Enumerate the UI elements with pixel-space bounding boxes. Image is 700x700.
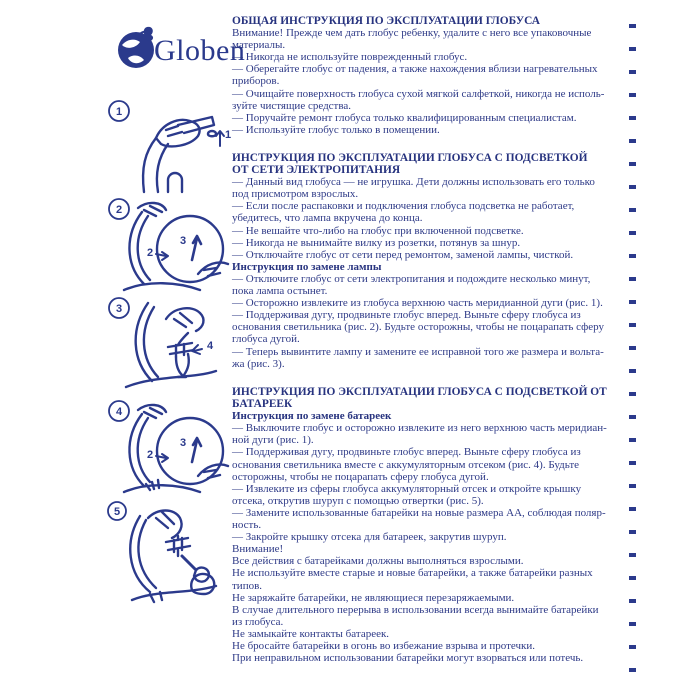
figure-4-number: 4	[115, 406, 123, 418]
text-line: ной дуги (рис. 1).	[232, 434, 314, 447]
text-line: Не замыкайте контакты батареек.	[232, 627, 390, 640]
figure-5-open-battery-box-screwdriver	[104, 498, 234, 613]
text-line: — Никогда не вынимайте вилку из розетки, потянув за шнур.	[232, 236, 521, 249]
text-line: Не используйте вместе старые и новые батарейки, а также батарейки разных	[232, 567, 593, 580]
edge-perforation-marks	[629, 24, 636, 684]
text-line: пока лампа остынет.	[232, 285, 328, 298]
text-line: типов.	[232, 579, 263, 592]
text-line: — Закройте крышку отсека для батареек, закрутив шуруп.	[232, 531, 507, 544]
text-line: — Осторожно извлеките из глобуса верхнюю часть меридианной дуги (рис. 1).	[232, 297, 603, 310]
text-line: осторожны, чтобы не поцарапать сферу глобуса дугой.	[232, 470, 489, 483]
subheading-line: Инструкция по замене лампы	[232, 260, 382, 273]
text-line: — Отключите глобус от сети электропитания и подождите несколько минут,	[232, 272, 591, 285]
section-heading-line: ОТ СЕТИ ЭЛЕКТРОПИТАНИЯ	[232, 164, 401, 177]
text-line: глобуса дугой.	[232, 333, 300, 346]
figure-3-number: 3	[115, 303, 123, 315]
text-line: отсека, открутив шуруп с помощью отвертки (рис. 5).	[232, 494, 484, 507]
text-line: Не заряжайте батарейки, не являющиеся перезаряжаемыми.	[232, 591, 515, 604]
brand-wordmark: Globen	[154, 33, 246, 67]
text-line: — Выключите глобус и осторожно извлеките из него верхнюю часть меридиан-	[232, 422, 607, 435]
text-line: — Отключайте глобус от сети перед ремонтом, заменой лампы, чисткой.	[232, 248, 574, 261]
figure-5-number: 5	[113, 506, 121, 518]
text-line: Все действия с батарейками должны выполняться взрослыми.	[232, 555, 524, 568]
text-line: — Если после распаковки и подключения глобуса подсветка не работает,	[232, 200, 575, 213]
section-mains-powered-instructions	[232, 152, 642, 370]
section-heading-line: ИНСТРУКЦИЯ ПО ЭКСПЛУАТАЦИИ ГЛОБУСА С ПОДСВЕТКОЙ ОТ	[232, 386, 607, 398]
text-line: материалы.	[232, 39, 286, 52]
text-line: — Извлеките из сферы глобуса аккумуляторный отсек и откройте крышку	[232, 482, 582, 495]
figure-3-unscrew-lamp	[104, 293, 234, 393]
text-line: — Поддерживая дугу, продвиньте глобус вперед. Выньте сферу глобуса из	[232, 309, 581, 322]
text-line: — Поддерживая дугу, продвиньте глобус вперед. Выньте сферу глобуса из	[232, 446, 581, 459]
text-line: из глобуса.	[232, 615, 284, 628]
text-line: убедитесь, что лампа вкручена до конца.	[232, 212, 423, 225]
text-line: Не бросайте батарейки в огонь во избежание взрыва и протечки.	[232, 639, 536, 652]
figure-3-arrow-label: 4	[206, 340, 214, 352]
text-line: — Теперь вывинтите лампу и замените ее исправной того же размера и вольта-	[232, 345, 604, 358]
text-line: — Используйте глобус только в помещении.	[232, 123, 440, 136]
figure-1-number: 1	[115, 106, 123, 118]
figure-1-arrow-label: 1	[224, 129, 232, 141]
text-line: — Поручайте ремонт глобуса только квалифицированным специалистам.	[232, 111, 577, 124]
subheading-line: Инструкция по замене батареек	[232, 410, 392, 423]
text-line: — Данный вид глобуса — не игрушка. Дети должны использовать его только	[232, 176, 595, 189]
section-heading-line: ОБЩАЯ ИНСТРУКЦИЯ ПО ЭКСПЛУАТАЦИИ ГЛОБУСА	[232, 15, 541, 27]
figure-2-arrow-label-3: 3	[179, 235, 187, 247]
text-line: При неправильном использовании батарейки могут взорваться или потечь.	[232, 652, 584, 665]
section-heading-line: БАТАРЕЕК	[232, 398, 293, 411]
text-line: зуйте чистящие средства.	[232, 99, 352, 112]
text-line: основания светильника вместе с аккумуляторным отсеком (рис. 4). Будьте	[232, 458, 580, 471]
section-battery-powered-instructions	[232, 386, 642, 664]
text-line: — Замените использованные батарейки на новые размера АА, соблюдая поляр-	[232, 506, 606, 519]
text-line: основания светильника (рис. 2). Будьте осторожны, чтобы не поцарапать сферу	[232, 321, 605, 334]
text-line: — Никогда не используйте поврежденный глобус.	[232, 51, 468, 64]
text-line: приборов.	[232, 75, 280, 88]
text-line: под присмотром взрослых.	[232, 188, 359, 201]
text-line: — Оберегайте глобус от падения, а также нахождения вблизи нагревательных	[232, 63, 598, 76]
section-heading-line: ИНСТРУКЦИЯ ПО ЭКСПЛУАТАЦИИ ГЛОБУСА С ПОДСВЕТКОЙ	[232, 152, 588, 164]
section-general-instructions	[232, 15, 642, 136]
text-line: жа (рис. 3).	[232, 357, 285, 370]
text-line: ность.	[232, 519, 262, 532]
figure-4-slide-sphere-with-battery-box	[104, 396, 234, 496]
text-line: — Не вешайте что-либо на глобус при включенной подсветке.	[232, 224, 524, 237]
globen-logo	[112, 22, 245, 79]
figure-4-arrow-label-3: 3	[179, 437, 187, 449]
text-line: Внимание! Прежде чем дать глобус ребенку, удалите с него все упаковочные	[232, 27, 592, 40]
figure-4-arrow-label-2: 2	[146, 449, 154, 461]
text-line: Внимание!	[232, 543, 284, 556]
figure-2-number: 2	[115, 204, 123, 216]
text-line: В случае длительного перерыва в использовании всегда вынимайте батарейки	[232, 603, 599, 616]
figure-1-remove-arc-top	[104, 96, 234, 194]
figure-2-slide-sphere-out	[104, 194, 234, 294]
text-line: — Очищайте поверхность глобуса сухой мягкой салфеткой, никогда не исполь-	[232, 87, 605, 100]
figure-2-arrow-label-2: 2	[146, 247, 154, 259]
